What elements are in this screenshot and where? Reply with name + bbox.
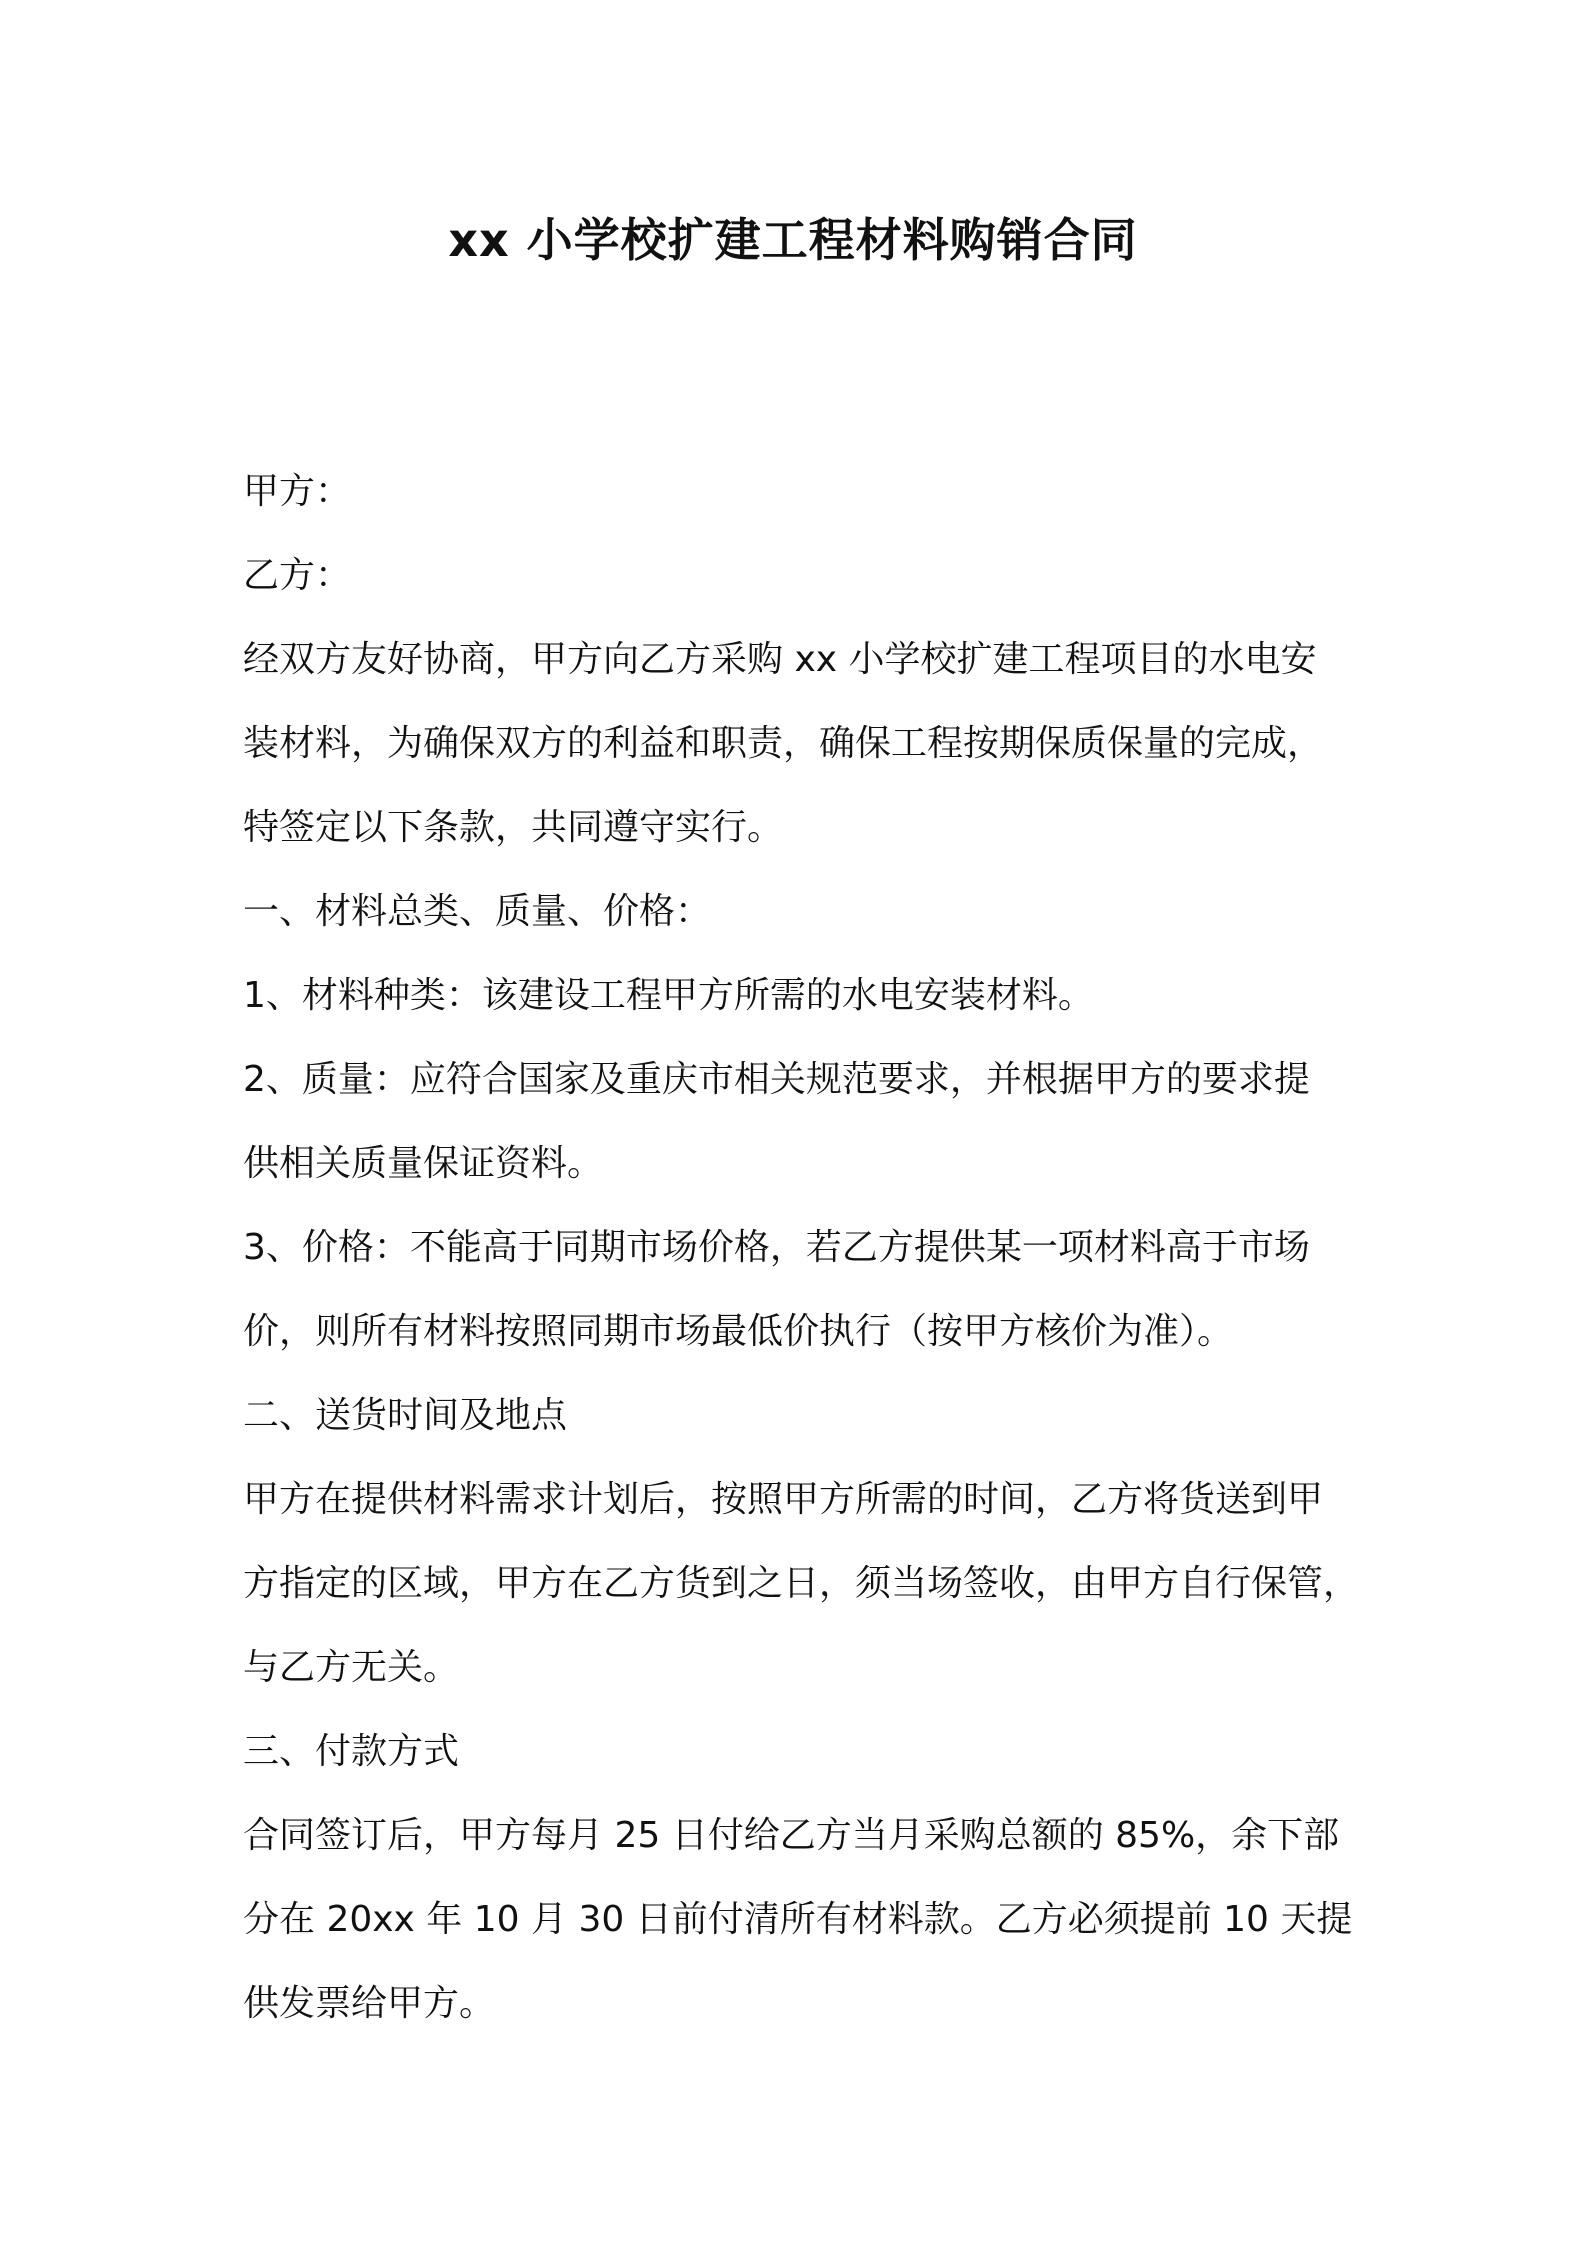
section-2-line-2: 方指定的区域，甲方在乙方货到之日，须当场签收，由甲方自行保管， xyxy=(243,1563,1360,1604)
document-title: xx 小学校扩建工程材料购销合同 xyxy=(448,213,1138,267)
clause-1-1: 1、材料种类：该建设工程甲方所需的水电安装材料。 xyxy=(243,975,1094,1016)
section-3-line-3: 供发票给甲方。 xyxy=(243,1983,496,2024)
section-3-line-2: 分在 20xx 年 10 月 30 日前付清所有材料款。乙方必须提前 10 天提 xyxy=(243,1899,1353,1940)
party-b-line: 乙方： xyxy=(243,555,352,596)
section-2-line-3: 与乙方无关。 xyxy=(243,1647,460,1688)
document-body xyxy=(243,450,1363,2046)
section-2-heading: 二、送货时间及地点 xyxy=(243,1395,568,1436)
intro-line-1: 经双方友好协商，甲方向乙方采购 xx 小学校扩建工程项目的水电安 xyxy=(243,639,1317,680)
section-1-heading: 一、材料总类、质量、价格： xyxy=(243,891,712,932)
section-3-line-1: 合同签订后，甲方每月 25 日付给乙方当月采购总额的 85%，余下部 xyxy=(243,1815,1340,1856)
clause-1-3-line-1: 3、价格：不能高于同期市场价格，若乙方提供某一项材料高于市场 xyxy=(243,1227,1310,1268)
clause-1-2-line-1: 2、质量：应符合国家及重庆市相关规范要求，并根据甲方的要求提 xyxy=(243,1059,1310,1100)
intro-line-3: 特签定以下条款，共同遵守实行。 xyxy=(243,807,784,848)
section-3-heading: 三、付款方式 xyxy=(243,1731,460,1772)
party-a-line: 甲方： xyxy=(243,471,352,512)
clause-1-2-line-2: 供相关质量保证资料。 xyxy=(243,1143,604,1184)
clause-1-3-line-2: 价，则所有材料按照同期市场最低价执行（按甲方核价为准）。 xyxy=(243,1311,1234,1352)
section-2-line-1: 甲方在提供材料需求计划后，按照甲方所需的时间，乙方将货送到甲 xyxy=(243,1479,1324,1520)
intro-line-2: 装材料，为确保双方的利益和职责，确保工程按期保质保量的完成， xyxy=(243,723,1324,764)
